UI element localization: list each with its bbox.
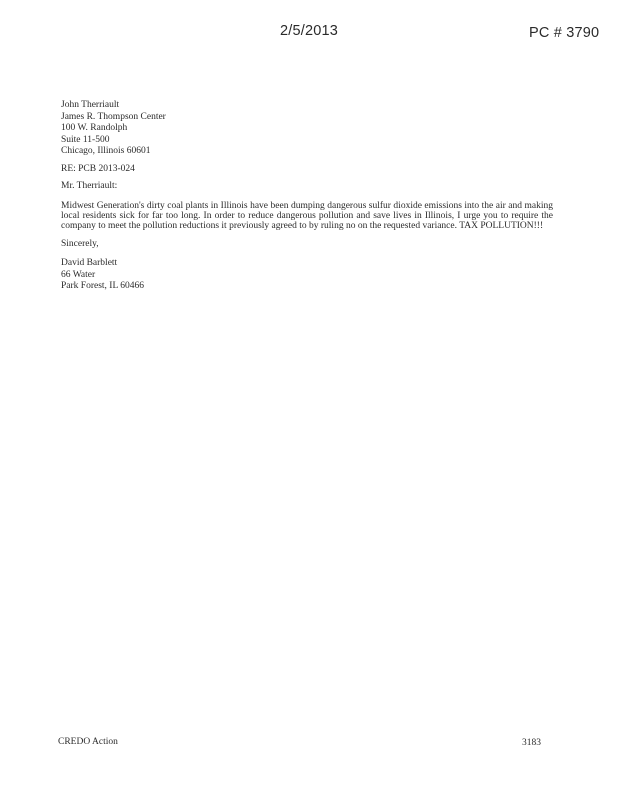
closing: Sincerely, — [61, 238, 99, 249]
recipient-suite: Suite 11-500 — [61, 134, 110, 145]
public-comment-number: PC # 3790 — [529, 25, 600, 41]
recipient-building: James R. Thompson Center — [61, 111, 166, 122]
recipient-street: 100 W. Randolph — [61, 123, 128, 133]
recipient-name: John Therriault — [61, 100, 120, 110]
recipient-address — [61, 100, 553, 158]
re-line: RE: PCB 2013-024 — [61, 163, 135, 174]
document-date: 2/5/2013 — [280, 23, 339, 39]
sender-address — [61, 258, 553, 293]
letter-body — [61, 100, 553, 293]
sender-street: 66 Water — [61, 269, 96, 280]
letter-paragraph: Midwest Generation's dirty coal plants in Illinois have been dumping dangerous sulfur dioxide emissions into the air and making local residents sick for far too long. In order to reduce dangerous pollution and save lives in Illinois, I urge you to require the company to meet the pollution reductions it previously agreed to by ruling no on the requested variance. TAX POLLUTION!!! — [61, 200, 553, 231]
sender-city: Park Forest, IL 60466 — [61, 281, 145, 291]
sender-name: David Barblett — [61, 258, 118, 268]
salutation: Mr. Therriault: — [61, 181, 118, 191]
recipient-city: Chicago, Illinois 60601 — [61, 146, 151, 156]
footer-page-number: 3183 — [522, 738, 541, 748]
footer-organization: CREDO Action — [58, 737, 118, 747]
